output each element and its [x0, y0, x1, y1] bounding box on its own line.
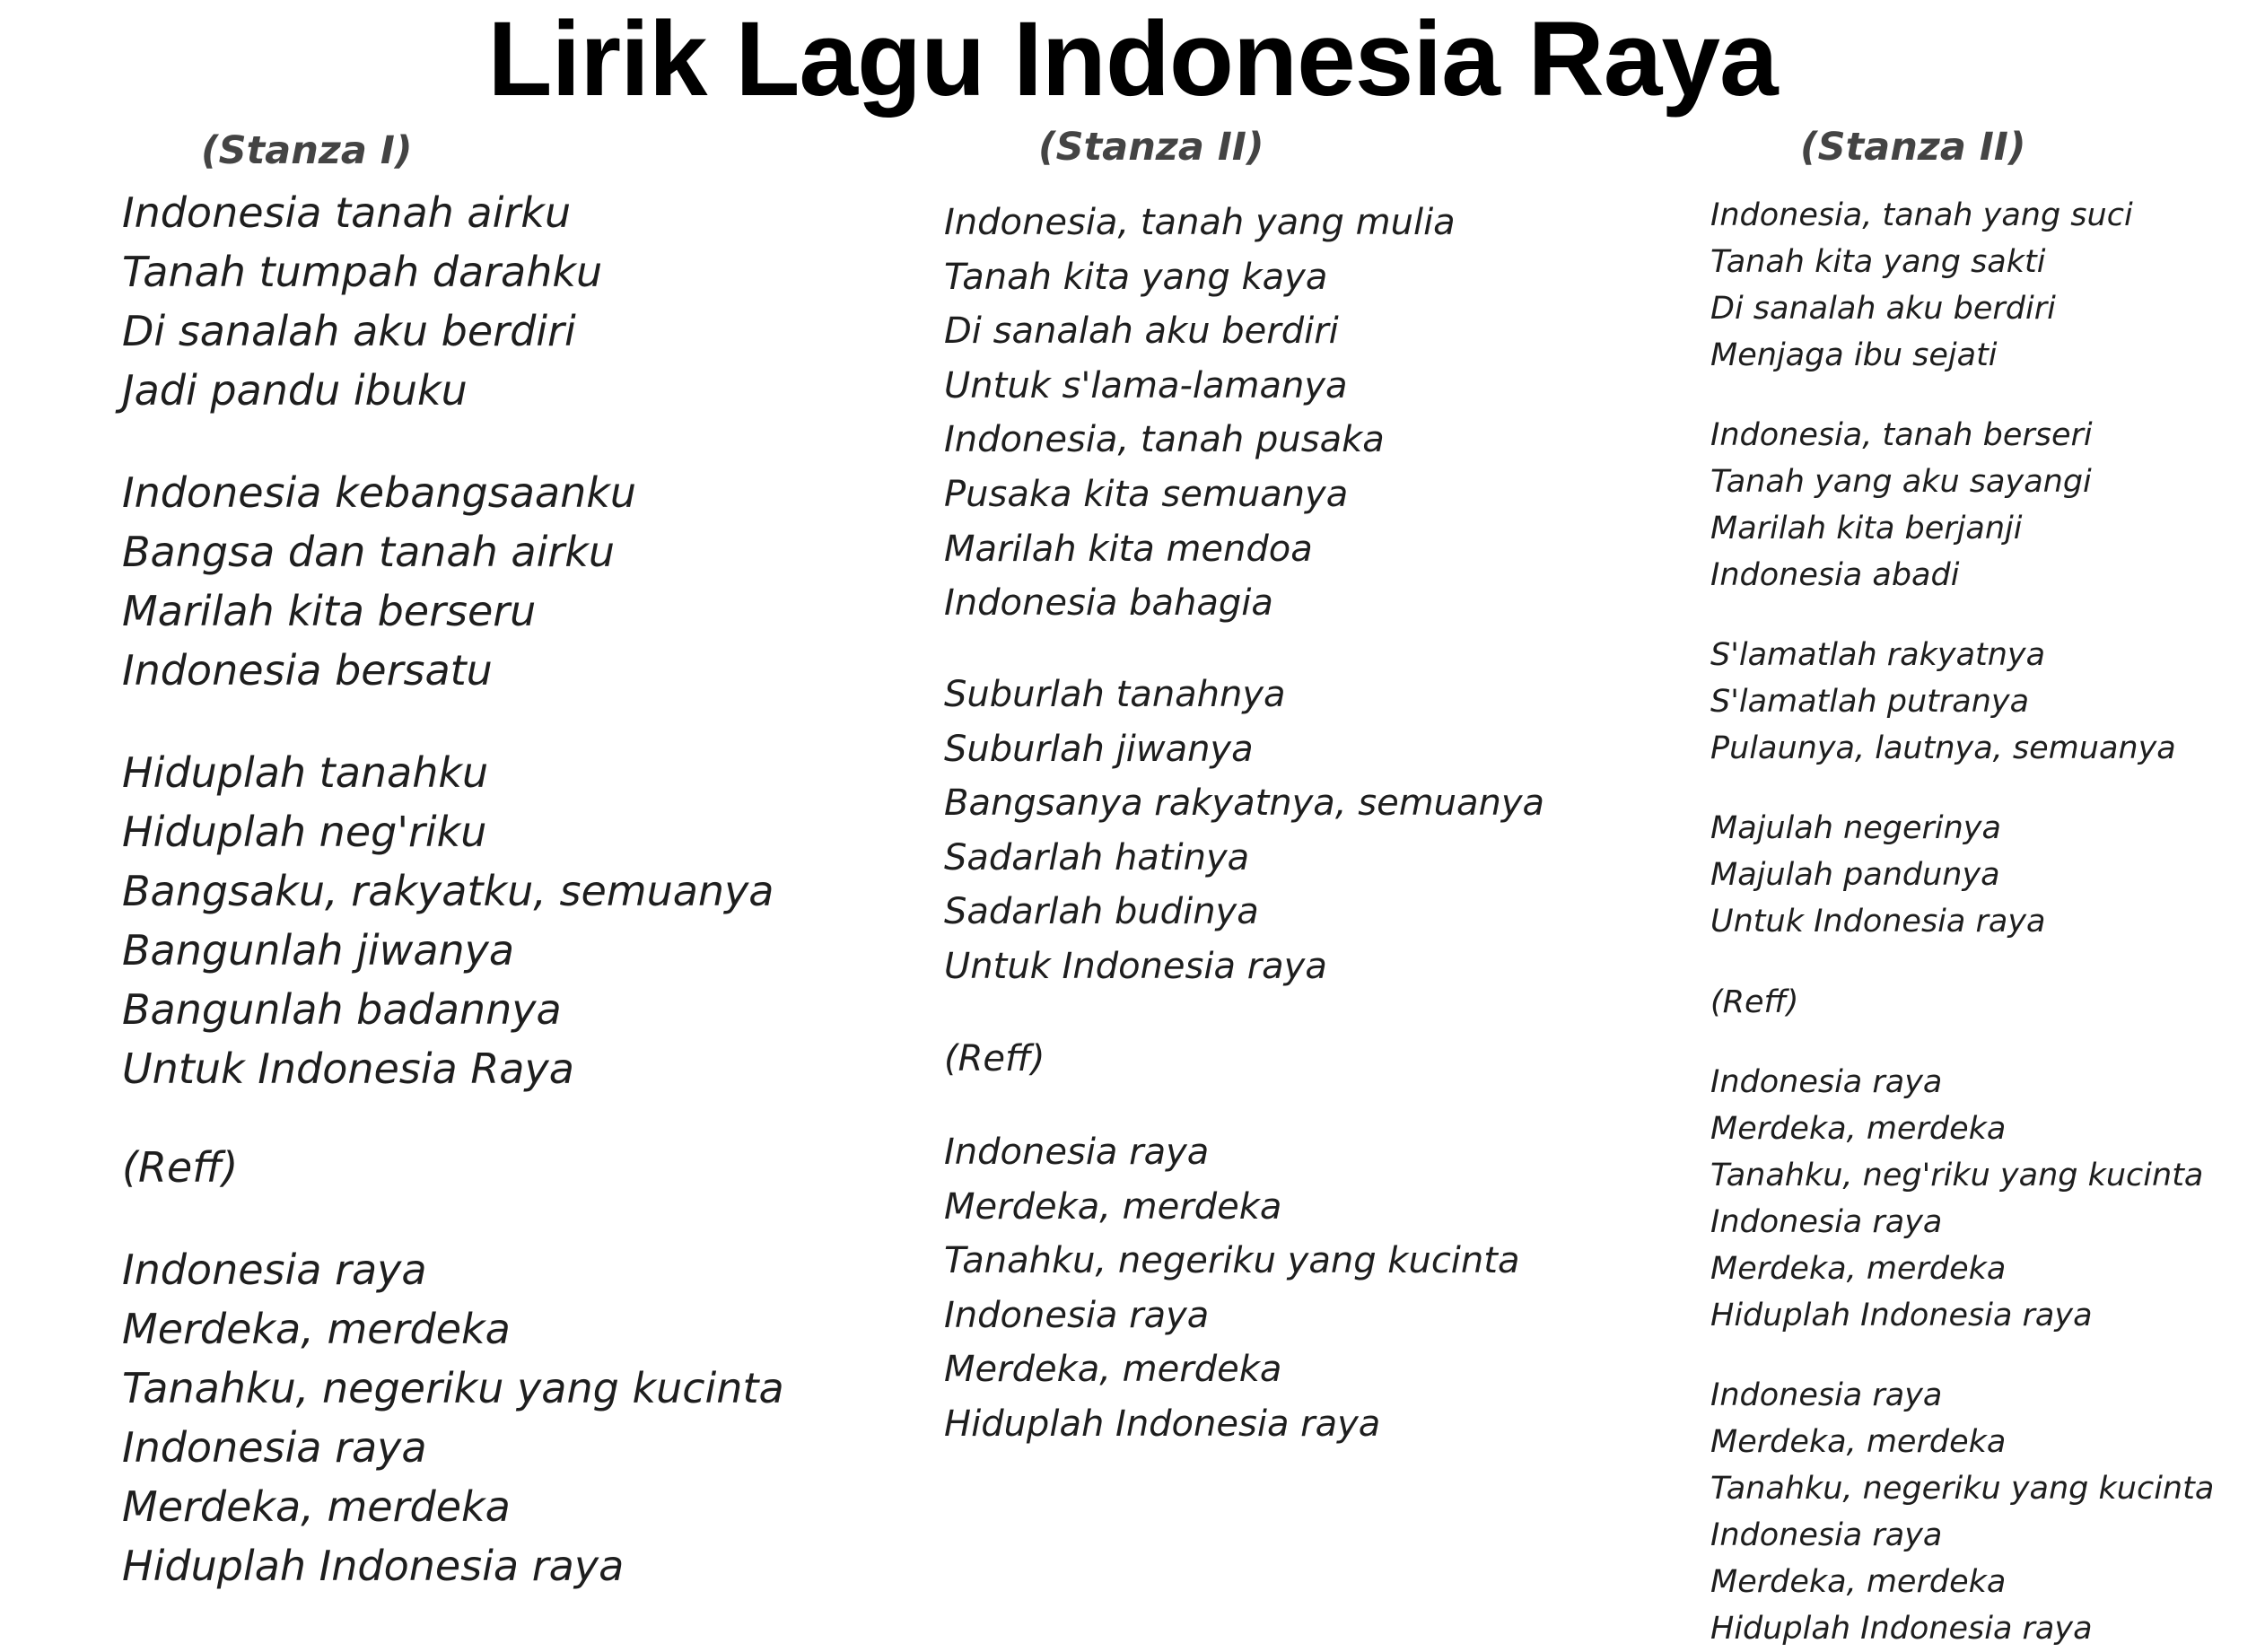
- lyric-line: Bangunlah jiwanya: [122, 926, 515, 975]
- lyric-line: Tanahku, negeriku yang kucinta: [1710, 1471, 2215, 1507]
- lyric-line: Marilah kita mendoa: [944, 528, 1313, 570]
- lyric-line: Tanahku, neg'riku yang kucinta: [1710, 1158, 2204, 1193]
- lyric-verse: [944, 196, 1456, 631]
- lyric-verse: [1710, 192, 2133, 379]
- lyric-line: Sadarlah hatinya: [944, 836, 1250, 878]
- lyric-verse: [1710, 412, 2093, 599]
- lyric-line: Indonesia, tanah berseri: [1710, 417, 2093, 453]
- lyric-line: Majulah negerinya: [1710, 810, 2001, 846]
- lyric-chorus: [122, 1240, 784, 1595]
- lyric-line: Menjaga ibu sejati: [1710, 337, 1998, 373]
- lyric-chorus: [944, 1125, 1519, 1452]
- lyric-line: Merdeka, merdeka: [1710, 1251, 2007, 1287]
- lyric-line: Tanah yang aku sayangi: [1710, 464, 2092, 500]
- stanza-heading: (Stanza I): [201, 128, 413, 173]
- lyric-verse: [122, 183, 602, 420]
- reff-marker: [1710, 979, 1798, 1026]
- lyric-line: Hiduplah tanahku: [122, 748, 489, 797]
- lyric-line: Untuk Indonesia raya: [944, 945, 1327, 987]
- lyric-line: Bangsanya rakyatnya, semuanya: [944, 782, 1545, 825]
- lyric-line: Indonesia raya: [1710, 1377, 1943, 1413]
- lyric-line: Indonesia, tanah yang suci: [1710, 197, 2133, 233]
- lyric-line: Hiduplah Indonesia raya: [1710, 1611, 2093, 1647]
- lyric-line: Marilah kita berseru: [122, 587, 537, 635]
- lyric-verse: [122, 743, 774, 1098]
- lyric-line: Jadi pandu ibuku: [122, 366, 468, 415]
- lyric-line: Majulah pandunya: [1710, 857, 2000, 893]
- lyric-line: Tanahku, negeriku yang kucinta: [944, 1240, 1520, 1282]
- lyric-line: (Reff): [1710, 984, 1799, 1020]
- lyric-line: Bangsaku, rakyatku, semuanya: [122, 867, 774, 915]
- stanza-heading: (Stanza II): [1038, 125, 1264, 170]
- lyric-line: Merdeka, merdeka: [1710, 1564, 2007, 1600]
- lyric-line: Bangsa dan tanah airku: [122, 528, 616, 576]
- lyric-chorus: [1710, 1372, 2214, 1652]
- lyric-line: Merdeka, merdeka: [122, 1305, 511, 1353]
- lyric-line: S'lamatlah putranya: [1710, 684, 2030, 720]
- lyric-line: Di sanalah aku berdiri: [1710, 291, 2056, 327]
- lyric-line: Pusaka kita semuanya: [944, 473, 1349, 515]
- lyric-verse: [1710, 632, 2176, 772]
- lyric-line: Indonesia, tanah yang mulia: [944, 202, 1456, 243]
- lyric-line: Marilah kita berjanji: [1710, 511, 2023, 546]
- lyric-line: Indonesia raya: [1710, 1204, 1943, 1240]
- lyric-line: Indonesia raya: [944, 1294, 1210, 1336]
- lyric-line: Merdeka, merdeka: [1710, 1111, 2007, 1147]
- lyric-line: Hiduplah Indonesia raya: [1710, 1298, 2093, 1333]
- lyric-line: (Reff): [122, 1143, 239, 1192]
- lyric-line: Tanahku, negeriku yang kucinta: [122, 1364, 784, 1412]
- lyric-line: Indonesia raya: [944, 1132, 1210, 1173]
- lyric-line: S'lamatlah rakyatnya: [1710, 637, 2046, 673]
- lyric-line: Di sanalah aku berdiri: [122, 307, 576, 355]
- lyric-line: Indonesia bersatu: [122, 646, 493, 695]
- lyric-line: Indonesia kebangsaanku: [122, 468, 637, 517]
- lyric-line: Hiduplah neg'riku: [122, 808, 487, 856]
- lyric-line: Sadarlah budinya: [944, 891, 1259, 933]
- lyric-chorus: [1710, 1059, 2203, 1339]
- lyric-line: Tanah tumpah darahku: [122, 248, 603, 296]
- stanza-heading: (Stanza II): [1800, 125, 2026, 170]
- lyric-line: Hiduplah Indonesia raya: [122, 1542, 625, 1590]
- lyric-line: Indonesia raya: [122, 1246, 427, 1294]
- lyric-line: Untuk Indonesia Raya: [122, 1045, 574, 1093]
- lyric-verse: [944, 668, 1544, 994]
- lyric-line: Indonesia bahagia: [944, 582, 1273, 625]
- lyric-line: Hiduplah Indonesia raya: [944, 1403, 1381, 1445]
- lyric-line: Merdeka, merdeka: [944, 1349, 1282, 1391]
- lyric-line: Pulaunya, lautnya, semuanya: [1710, 730, 2176, 766]
- lyric-line: Untuk s'lama-lamanya: [944, 364, 1348, 406]
- lyric-line: Untuk Indonesia raya: [1710, 904, 2046, 940]
- lyric-line: Di sanalah aku berdiri: [944, 310, 1339, 353]
- lyric-line: Indonesia raya: [1710, 1517, 1943, 1553]
- lyric-verse: [1710, 805, 2045, 945]
- lyric-line: Indonesia raya: [1710, 1064, 1943, 1100]
- reff-marker: [944, 1032, 1045, 1087]
- lyric-line: (Reff): [944, 1038, 1045, 1079]
- page-title: Lirik Lagu Indonesia Raya: [487, 0, 1778, 118]
- lyric-line: Tanah kita yang sakti: [1710, 244, 2046, 280]
- lyric-line: Merdeka, merdeka: [122, 1482, 511, 1531]
- lyric-line: Indonesia abadi: [1710, 557, 1960, 593]
- lyric-line: Suburlah jiwanya: [944, 728, 1254, 770]
- reff-marker: [122, 1138, 238, 1197]
- lyric-line: Bangunlah badannya: [122, 985, 562, 1034]
- lyric-line: Merdeka, merdeka: [944, 1185, 1282, 1228]
- lyric-line: Suburlah tanahnya: [944, 674, 1286, 715]
- lyric-line: Indonesia raya: [122, 1423, 427, 1472]
- lyric-line: Merdeka, merdeka: [1710, 1424, 2007, 1460]
- lyric-line: Indonesia, tanah pusaka: [944, 419, 1385, 461]
- lyric-line: Indonesia tanah airku: [122, 188, 572, 237]
- lyric-line: Tanah kita yang kaya: [944, 256, 1328, 298]
- lyric-verse: [122, 463, 636, 700]
